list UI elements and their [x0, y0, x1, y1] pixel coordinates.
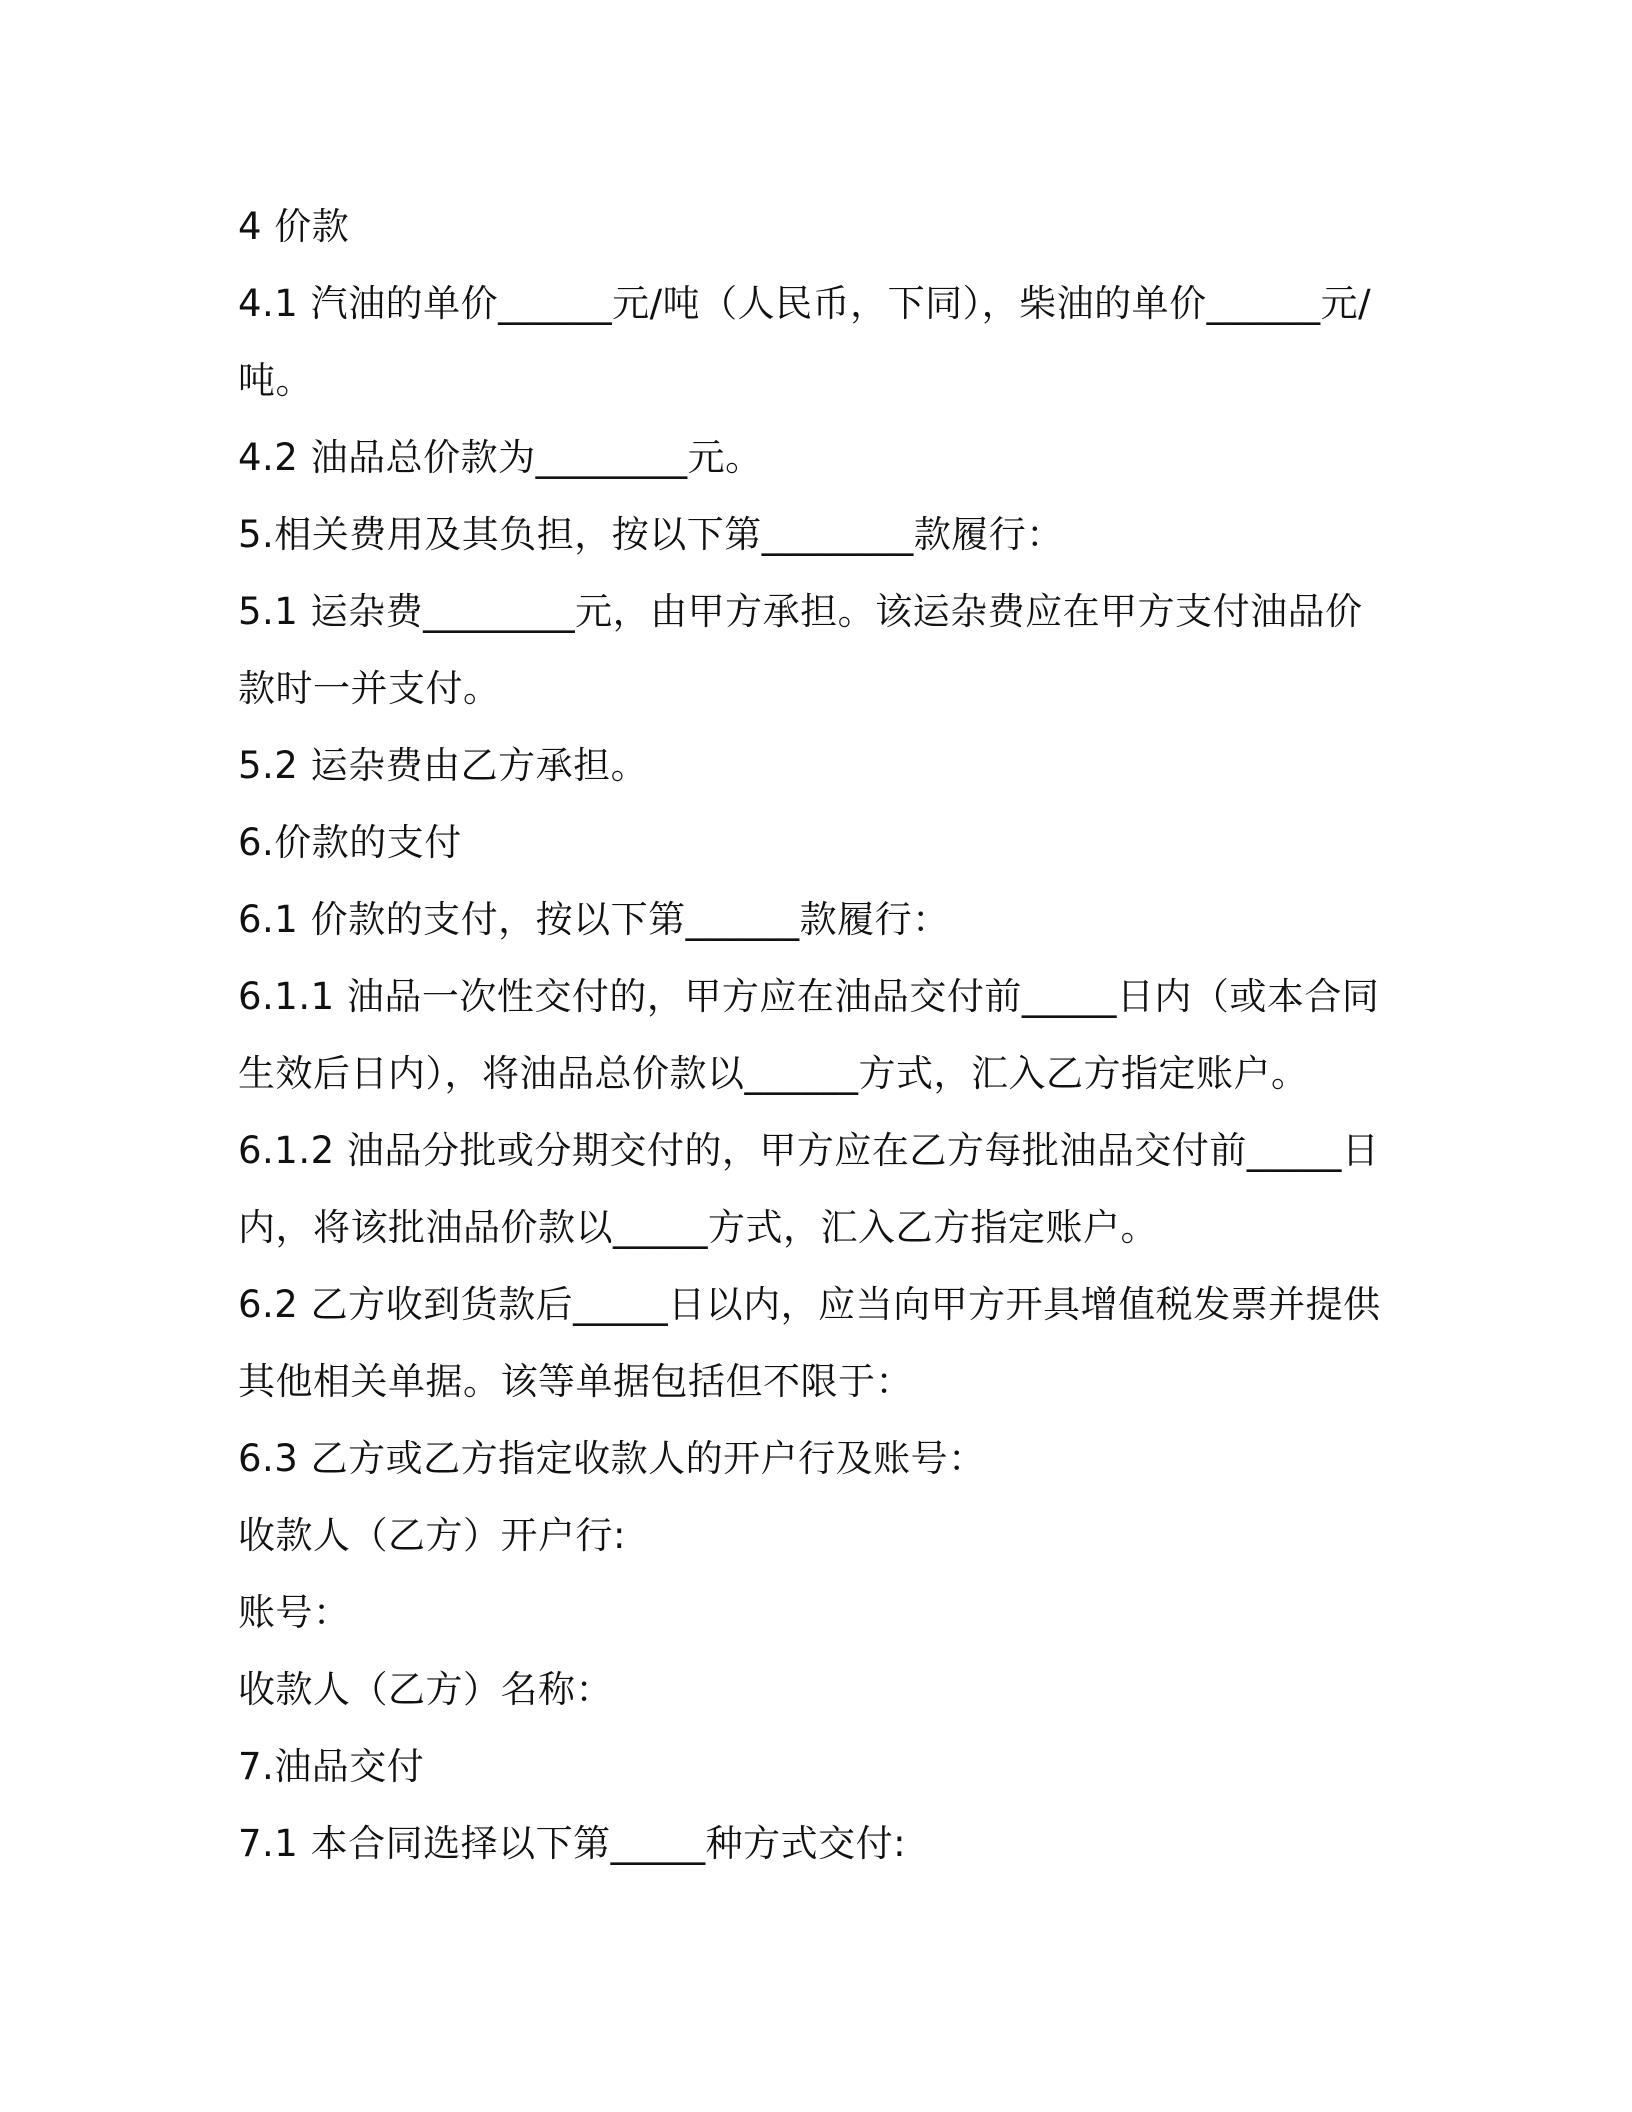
account-number-field: 账号：	[238, 1591, 351, 1634]
clause-6-3-bank-account: 6.3 乙方或乙方指定收款人的开户行及账号：	[238, 1437, 986, 1480]
clause-5-related-fees: 5.相关费用及其负担，按以下第________款履行：	[238, 513, 1064, 556]
clause-5-2-freight-seller: 5.2 运杂费由乙方承担。	[238, 744, 649, 787]
section-heading-delivery: 7.油品交付	[238, 1745, 425, 1788]
clause-4-1-unit-price: 4.1 汽油的单价______元/吨（人民币，下同），柴油的单价______元/吨。	[238, 282, 1372, 402]
clause-4-2-total-price: 4.2 油品总价款为________元。	[238, 436, 763, 479]
document-body	[238, 188, 1398, 1882]
payee-bank-field: 收款人（乙方）开户行:	[238, 1514, 626, 1557]
section-heading-payment: 6.价款的支付	[238, 821, 462, 864]
clause-6-2-invoice: 6.2 乙方收到货款后_____日以内，应当向甲方开具增值税发票并提供其他相关单据。该等单据包括但不限于：	[238, 1283, 1381, 1403]
section-heading-price: 4 价款	[238, 205, 350, 248]
clause-6-1-payment-method: 6.1 价款的支付，按以下第______款履行：	[238, 898, 950, 941]
clause-6-1-2-batch-delivery: 6.1.2 油品分批或分期交付的，甲方应在乙方每批油品交付前_____日内，将该批油品价款以_____方式，汇入乙方指定账户。	[238, 1129, 1380, 1249]
clause-6-1-1-single-delivery: 6.1.1 油品一次性交付的，甲方应在油品交付前_____日内（或本合同生效后日内），将油品总价款以______方式，汇入乙方指定账户。	[238, 975, 1380, 1095]
clause-5-1-freight-buyer: 5.1 运杂费________元，由甲方承担。该运杂费应在甲方支付油品价款时一并支付。	[238, 590, 1363, 710]
payee-name-field: 收款人（乙方）名称：	[238, 1668, 613, 1711]
clause-7-1-delivery-method: 7.1 本合同选择以下第_____种方式交付:	[238, 1822, 907, 1865]
